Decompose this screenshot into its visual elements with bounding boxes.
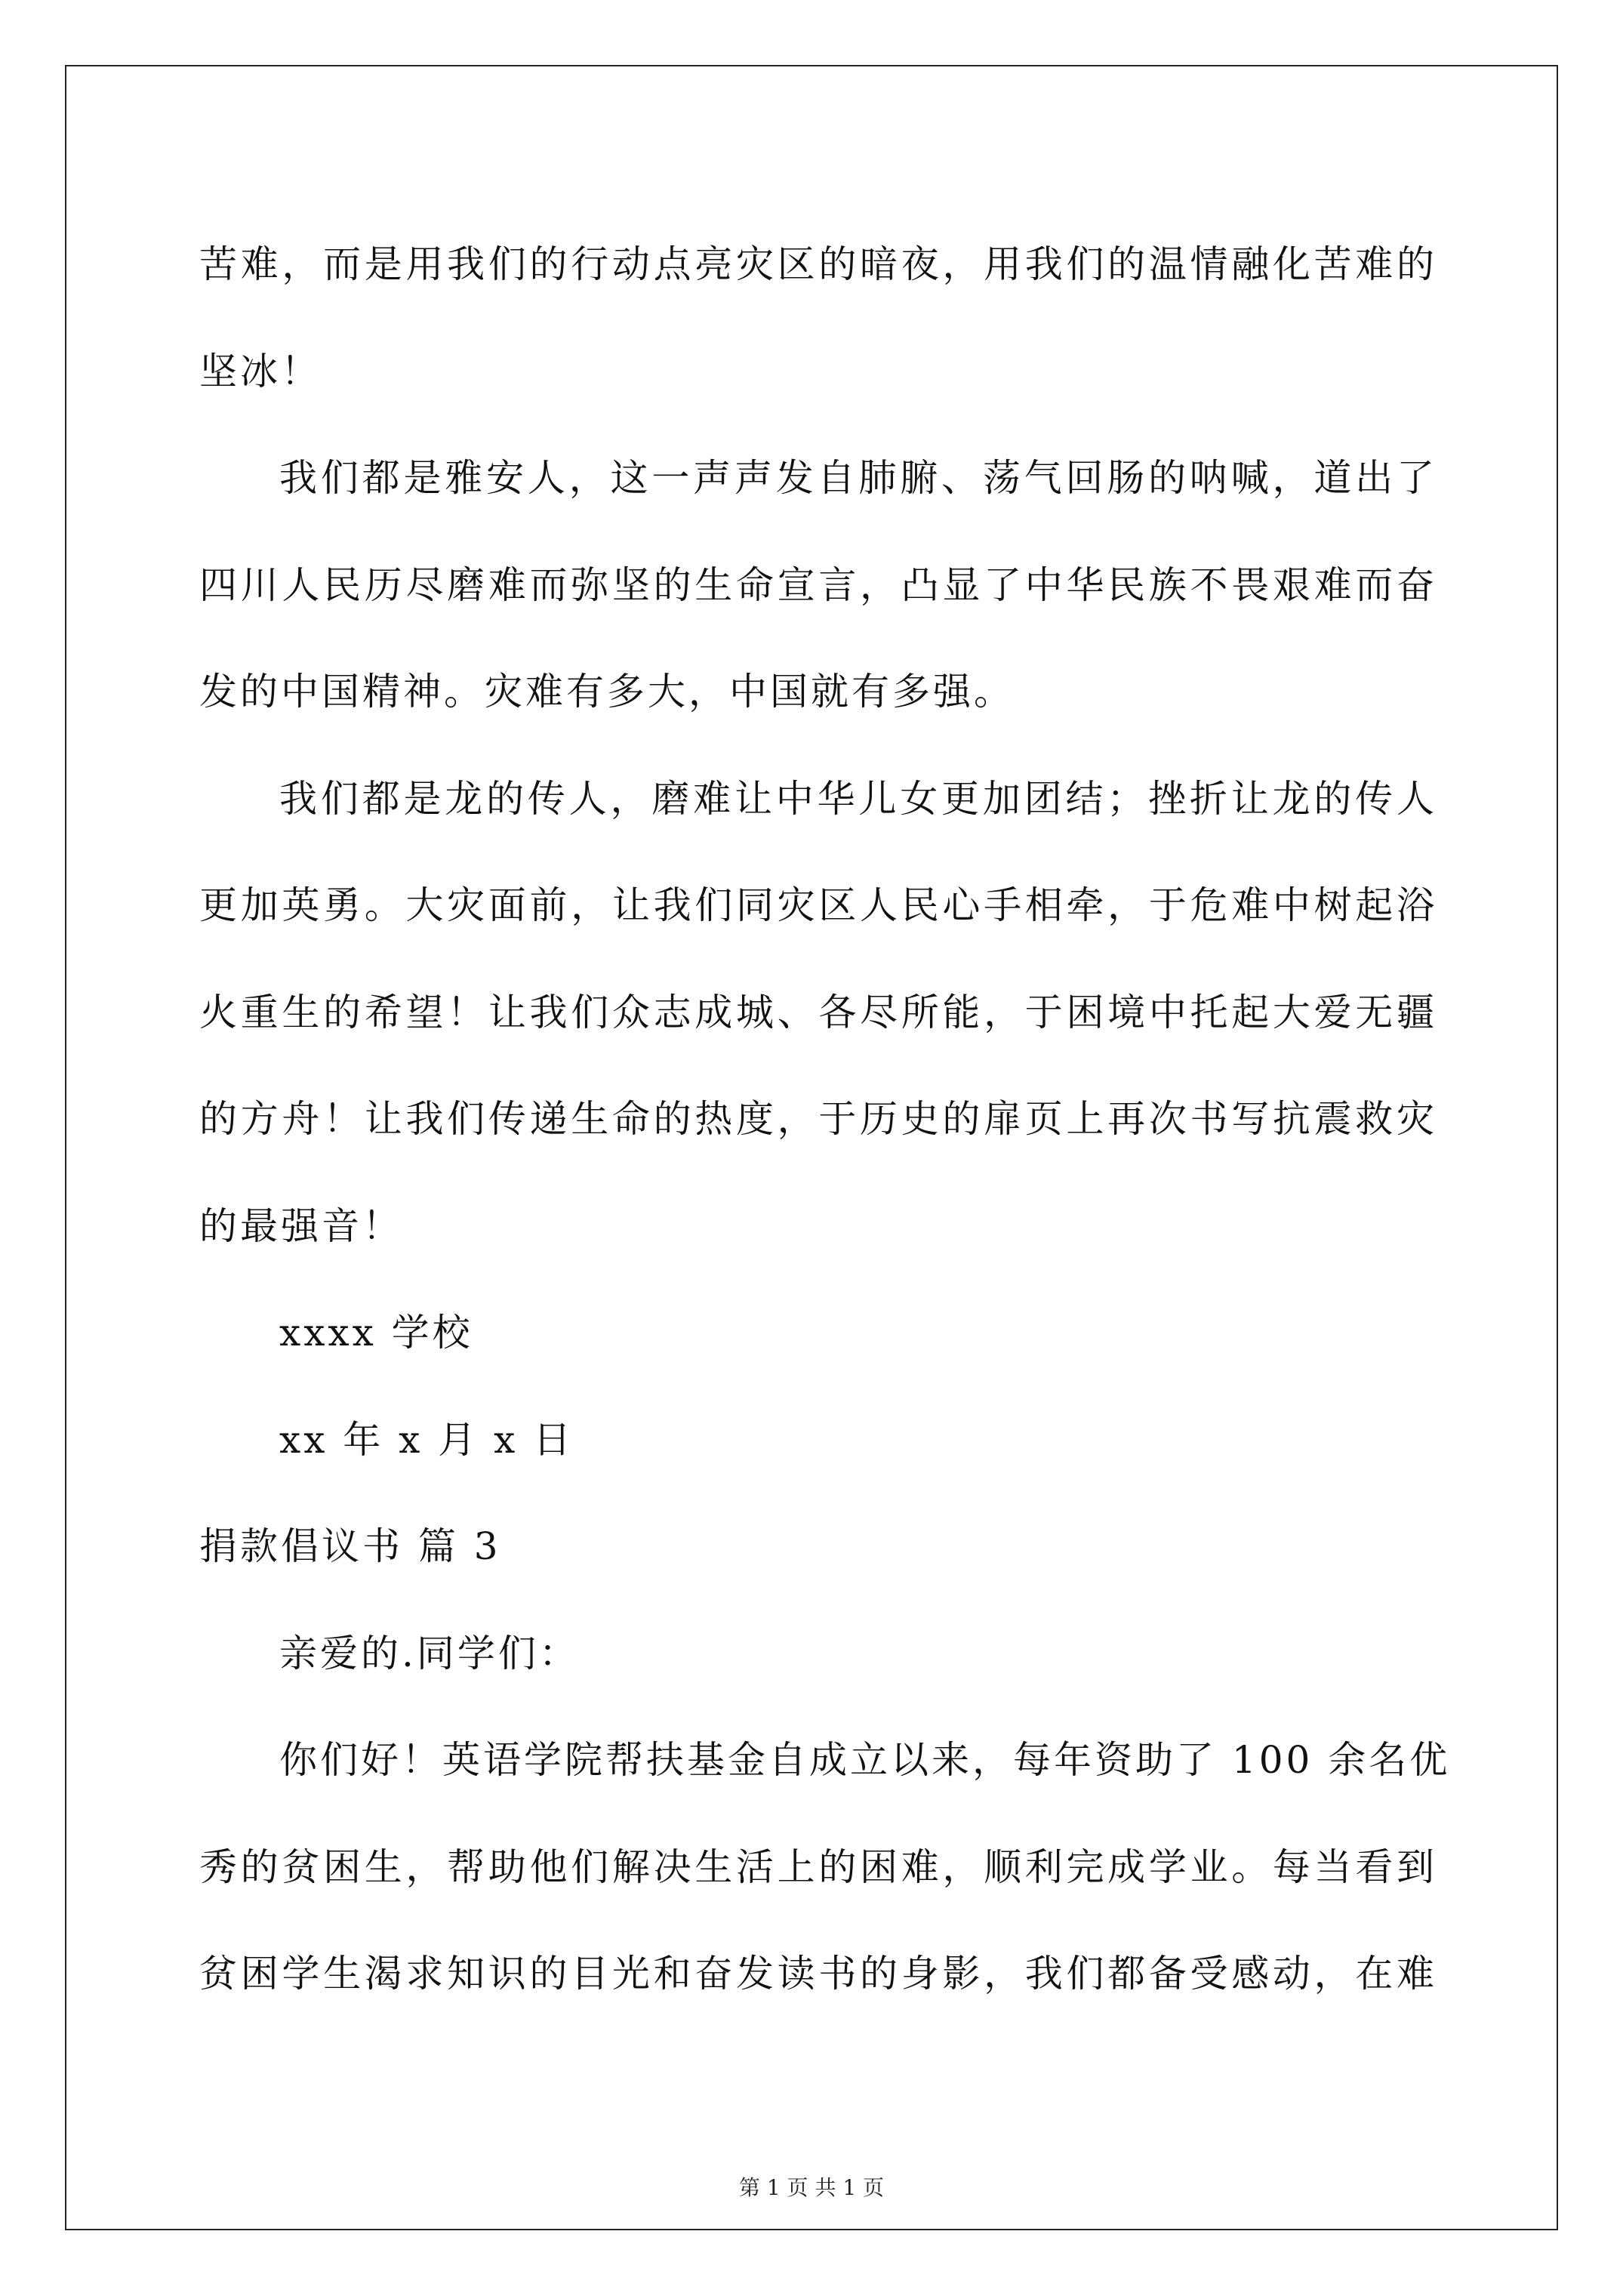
paragraph-line: 的方舟！让我们传递生命的热度，于历史的扉页上再次书写抗震救灾 bbox=[199, 1097, 1437, 1141]
paragraph-line: 苦难，而是用我们的行动点亮灾区的暗夜，用我们的温情融化苦难的 bbox=[199, 242, 1437, 286]
paragraph-line: 更加英勇。大灾面前，让我们同灾区人民心手相牵，于危难中树起浴 bbox=[199, 883, 1437, 927]
paragraph-line: 发的中国精神。灾难有多大，中国就有多强。 bbox=[199, 670, 1015, 713]
paragraph-line: 你们好！英语学院帮扶基金自成立以来，每年资助了 100 余名优 bbox=[279, 1738, 1451, 1782]
paragraph-line: 秀的贫困生，帮助他们解决生活上的困难，顺利完成学业。每当看到 bbox=[199, 1845, 1437, 1889]
page-footer: 第 1 页 共 1 页 bbox=[738, 2175, 885, 2200]
paragraph-line: 坚冰！ bbox=[199, 349, 322, 393]
document-body bbox=[199, 211, 1451, 2028]
paragraph-line: 四川人民历尽磨难而弥坚的生命宣言，凸显了中华民族不畏艰难而奋 bbox=[199, 562, 1437, 607]
section-heading: 捐款倡议书 篇 3 bbox=[199, 1524, 501, 1568]
paragraph-line: 火重生的希望！让我们众志成城、各尽所能，于困境中托起大爱无疆 bbox=[199, 990, 1437, 1034]
paragraph-line: 我们都是龙的传人，磨难让中华儿女更加团结；挫折让龙的传人 bbox=[279, 776, 1437, 821]
paragraph-line: 的最强音！ bbox=[199, 1203, 403, 1248]
signature-school: xxxx 学校 bbox=[279, 1311, 473, 1354]
salutation: 亲爱的.同学们： bbox=[279, 1631, 580, 1675]
paragraph-line: 贫困学生渴求知识的目光和奋发读书的身影，我们都备受感动，在难 bbox=[199, 1952, 1437, 1996]
signature-date: xx 年 x 月 x 日 bbox=[279, 1417, 574, 1462]
paragraph-line: 我们都是雅安人，这一声声发自肺腑、荡气回肠的呐喊，道出了 bbox=[279, 456, 1437, 500]
